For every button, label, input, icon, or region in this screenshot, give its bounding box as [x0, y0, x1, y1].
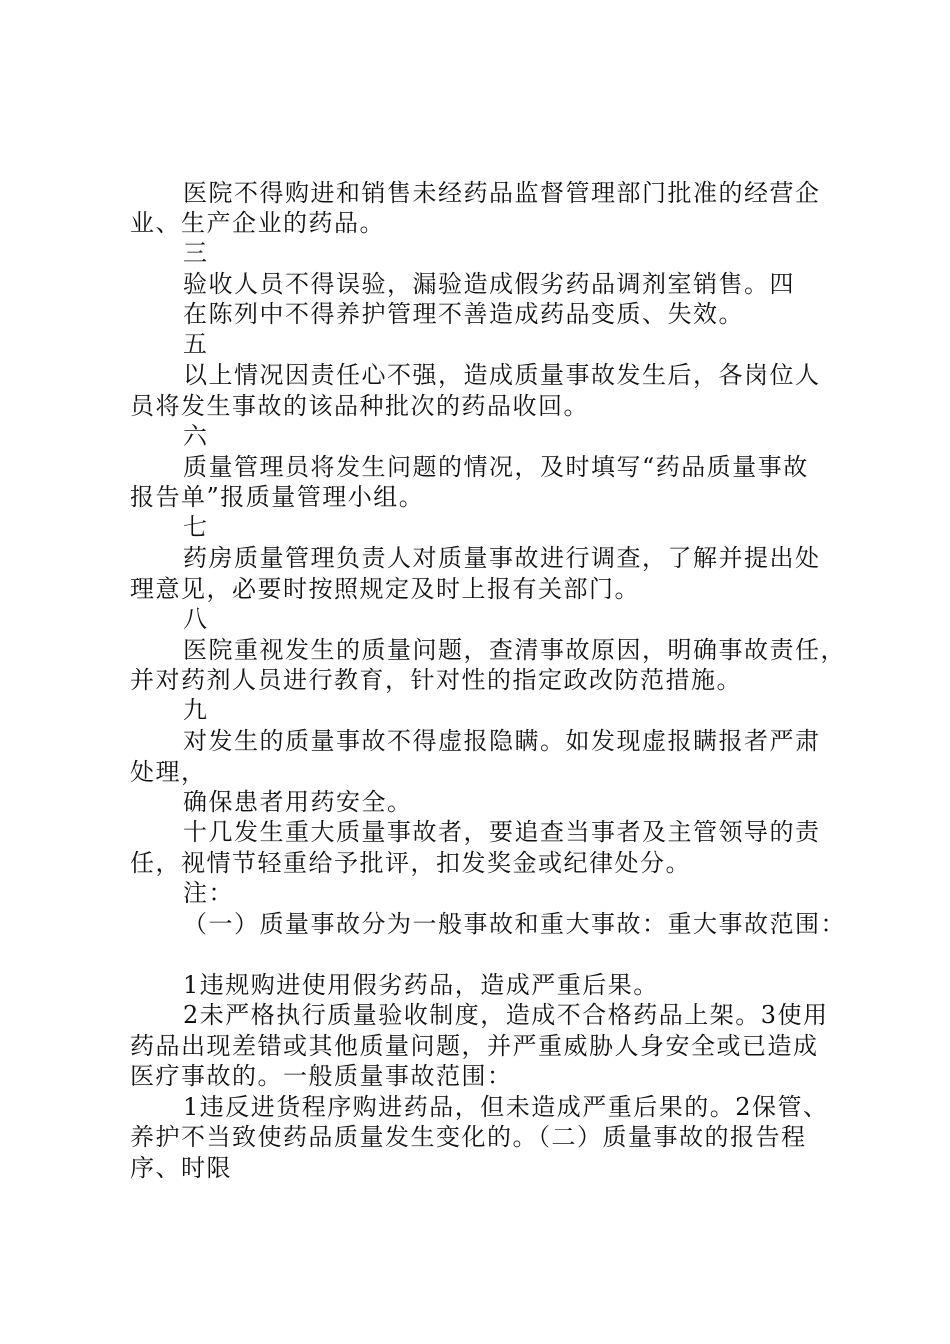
- text-line: 员将发生事故的该品种批次的药品收回。: [130, 392, 589, 420]
- text-line: （一）质量事故分为一般事故和重大事故：重大事故范围：: [183, 910, 846, 938]
- text-line: 确保患者用药安全。: [183, 788, 413, 816]
- note-label: 注：: [183, 879, 234, 907]
- text-line: 并对药剂人员进行教育，针对性的指定政改防范措施。: [130, 666, 742, 694]
- section-number: 五: [183, 330, 209, 358]
- text-line: 医院不得购进和销售未经药品监督管理部门批准的经营企: [183, 179, 821, 207]
- section-number: 八: [183, 605, 209, 633]
- text-line: 以上情况因责任心不强，造成质量事故发生后，各岗位人: [183, 361, 821, 389]
- text-line: 药品出现差错或其他质量问题，并严重威胁人身安全或已造成: [130, 1032, 819, 1060]
- text-line: 2未严格执行质量验收制度，造成不合格药品上架。3使用: [183, 1001, 829, 1029]
- text-line: 1违规购进使用假劣药品，造成严重后果。: [183, 971, 659, 999]
- section-number: 九: [183, 696, 209, 724]
- section-number: 七: [183, 513, 209, 541]
- text-line: 验收人员不得误验，漏验造成假劣药品调剂室销售。四: [183, 270, 795, 298]
- text-line: 养护不当致使药品质量发生变化的。（二）质量事故的报告程: [130, 1123, 807, 1151]
- text-line: 业、生产企业的药品。: [130, 209, 385, 237]
- text-line: 报告单”报质量管理小组。: [130, 483, 425, 511]
- section-number: 六: [183, 422, 209, 450]
- text-line: 药房质量管理负责人对质量事故进行调查，了解并提出处: [183, 544, 821, 572]
- text-line: 理意见，必要时按照规定及时上报有关部门。: [130, 575, 640, 603]
- text-line: 序、时限: [130, 1154, 232, 1182]
- text-line: 医院重视发生的质量问题，查清事故原因，明确事故责任，: [183, 636, 846, 664]
- text-line: 处理，: [130, 758, 207, 786]
- text-line: 对发生的质量事故不得虚报隐瞒。如发现虚报瞒报者严肃: [183, 727, 821, 755]
- text-line: 在陈列中不得养护管理不善造成药品变质、失效。: [183, 300, 744, 328]
- text-line: 医疗事故的。一般质量事故范围：: [130, 1062, 513, 1090]
- text-line: 1违反进货程序购进药品，但未造成严重后果的。2保管、: [183, 1093, 829, 1121]
- text-line: 任，视情节轻重给予批评，扣发奖金或纪律处分。: [130, 849, 691, 877]
- section-number: 三: [183, 239, 209, 267]
- text-line: 十几发生重大质量事故者，要追查当事者及主管领导的责: [183, 818, 821, 846]
- text-line: 质量管理员将发生问题的情况，及时填写“药品质量事故: [183, 453, 809, 481]
